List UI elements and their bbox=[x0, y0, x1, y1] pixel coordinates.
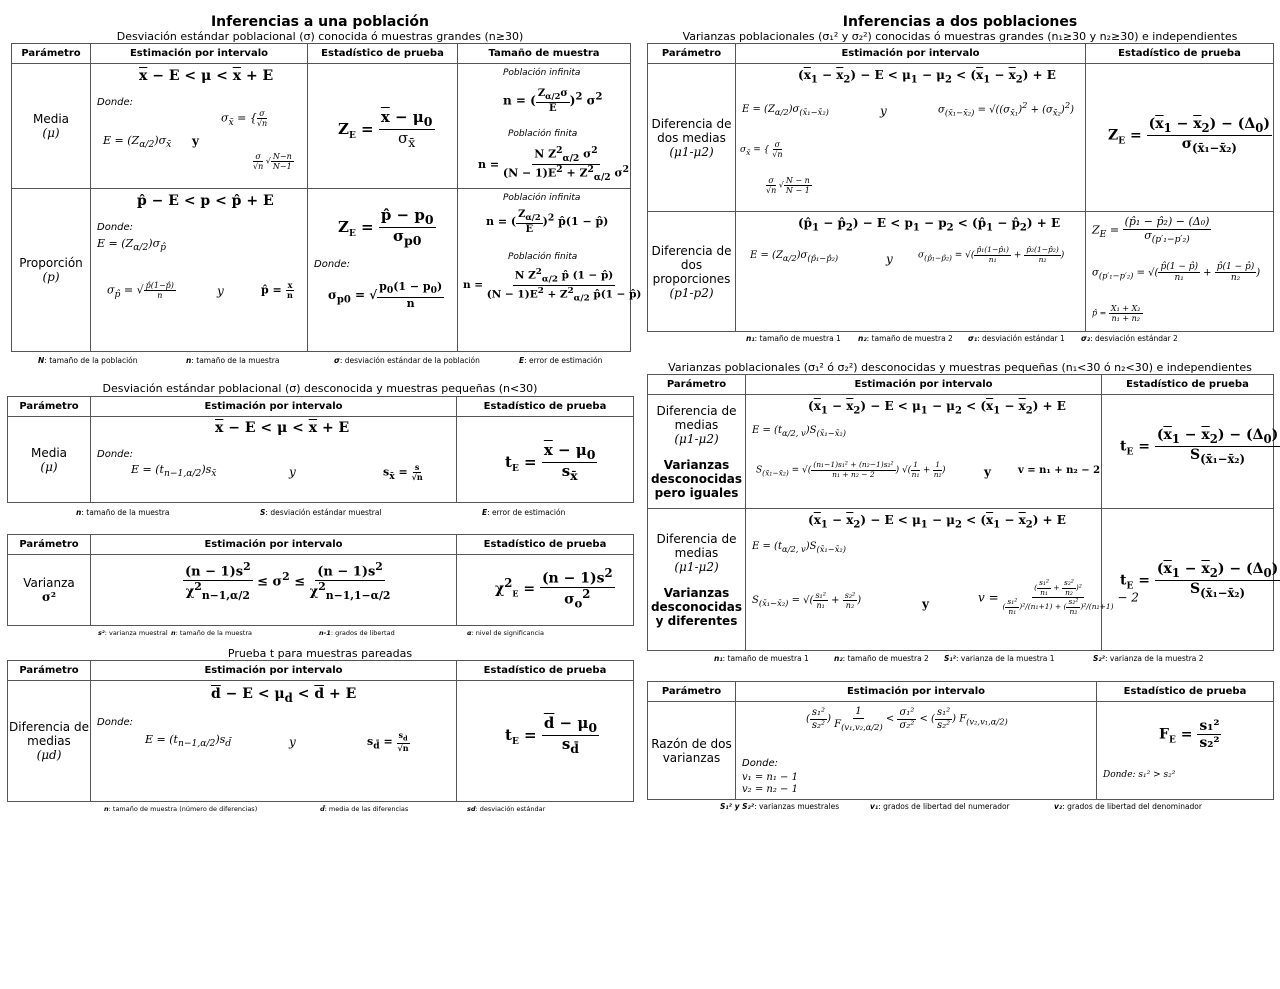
iguales-statistic-cell bbox=[1102, 395, 1279, 509]
dif-medias-error-formula: $E = (Z_{\alpha/2})\sigma_{(x̄_1-x̄_2)}$ bbox=[742, 104, 829, 117]
footnote-r2-b: n₂: tamaño de muestra 2 bbox=[834, 654, 929, 663]
header-estimacion: Estimación por intervalo bbox=[91, 44, 308, 64]
n-p-finite-formula: n = $\frac{N Z^2_{\alpha/2} p̂ (1 - p̂)}{(N - 1)E^2 + Z^2_{\alpha/2} p̂(1 - p̂)}$ bbox=[463, 267, 642, 304]
table-two-known bbox=[647, 43, 1274, 332]
dif-prop-interval-formula: ($p̂_1$ − $p̂_2) - E < p_1 - p_2$ < ($p̂_1$ − $p̂_2) + E$ bbox=[798, 216, 1061, 234]
header-estimacion: Estimación por intervalo bbox=[91, 397, 457, 417]
y-label: y bbox=[922, 597, 929, 611]
z-statistic: $Z_E$ = $\frac{\overline{x} - \mu_0}{\sigma_{x̄}}$ bbox=[338, 108, 433, 151]
z-p-statistic: $Z_E$ = $\frac{p̂ - p_0}{\sigma_{p0}}$ bbox=[338, 206, 434, 249]
proporcion-error-formula: $E = (Z_{\alpha/2})\sigma_{p̂}$ bbox=[97, 237, 166, 254]
s-pooled-formula: $S_{(x̄_1-x̄_2)}$ = √( $\frac{\text{(n₁−1)s₁² + (n₂−1)s₂²}}{\text{n₁ + n₂ − 2}}$ ) √( $\frac{1}{\text{n₁}}$ + $\frac{1}{\text{n₂}}$ ) bbox=[756, 460, 946, 479]
dif-prop-interval-cell bbox=[736, 212, 1086, 332]
varianza-statistic-cell bbox=[457, 555, 634, 626]
varianzas-diferentes-label: Varianzas desconocidas y diferentes bbox=[650, 585, 743, 628]
footnote-3-a: s²: varianza muestral bbox=[98, 629, 168, 637]
iguales-error-formula: $E = (t_{\alpha/2, v})S_{(x̄_1-x̄_2)}$ bbox=[752, 425, 847, 438]
footnote-r2-d: S₂²: varianza de la muestra 2 bbox=[1093, 654, 1204, 663]
s-diferentes-formula: $S_{(x̄_1-x̄_2)}$ = √( $\frac{\text{s₁²}}{\text{n₁}}$ + $\frac{\text{s₂²}}{\text{n₂}}$ ) bbox=[752, 591, 862, 611]
footnote-r1-d: σ₂: desviación estándar 2 bbox=[1081, 334, 1178, 343]
sigma-p-formula: $\sigma_{p̂}$ = √ $\frac{p̂(1-p̂)}{n}$ bbox=[107, 281, 174, 301]
header-estimacion: Estimación por intervalo bbox=[746, 375, 1102, 395]
chi-statistic: $\chi^2_E$ = $\frac{(n - 1)s^2}{\sigma_o^2}$ bbox=[495, 566, 613, 611]
sigma-dif-formula: $\sigma_{(x̄_1-x̄_2)} = √((\sigma_{x̄_1})^2 + (\sigma_{x̄_2})^2)$ bbox=[938, 100, 1075, 118]
footnote-3-c: n-1: grados de libertad bbox=[319, 629, 395, 637]
footnote-1-c: σ: desviación estándar de la población bbox=[334, 356, 480, 365]
media-statistic-cell bbox=[308, 64, 458, 189]
header-estadistico: Estadístico de prueba bbox=[1097, 682, 1274, 702]
table-varianza bbox=[7, 534, 634, 626]
poblacion-finita-label: Población finita bbox=[508, 129, 578, 139]
param-razon: Razón de dos varianzas bbox=[648, 702, 736, 800]
param-proporcion: Proporción (p) bbox=[12, 189, 91, 352]
media-t-interval-formula: $\overline{x} - E < \mu < \overline{x} + E$ bbox=[215, 420, 350, 436]
right-subtitle: Varianzas poblacionales (σ₁² y σ₂²) conocidas ó muestras grandes (n₁≥30 y n₂≥30) e independientes bbox=[682, 30, 1238, 43]
header-estadistico: Estadístico de prueba bbox=[457, 397, 634, 417]
sigma-xbar-finite-2: $\frac{\sigma}{√n}$ √ $\frac{N - n}{N - 1}$ bbox=[766, 176, 810, 196]
pareadas-error-formula: $E = (t_{n-1,\alpha/2})s_{d̄}$ bbox=[145, 733, 232, 750]
donde-label: Donde: bbox=[97, 222, 134, 233]
right-title: Inferencias a dos poblaciones bbox=[842, 14, 1078, 30]
dif-medias-interval-formula: $(\overline{x}_1 - \overline{x}_2) - E < \mu_1 - \mu_2 < (\overline{x}_1 - \overline{x}_2) + E$ bbox=[798, 68, 1056, 86]
media-error-formula: $E = (Z_{\alpha/2})\sigma_{x̄}$ bbox=[103, 134, 172, 151]
n-p-infinite-formula: n = ( $\frac{Z_{\alpha/2}}{E}$ )$^2$ p̂(1 − p̂) bbox=[486, 209, 609, 235]
left-subtitle: Desviación estándar poblacional (σ) conocida ó muestras grandes (n≥30) bbox=[116, 30, 524, 43]
param-dif-medias-diferentes: Diferencia de medias (μ1-μ2) Varianzas desconocidas y diferentes bbox=[648, 509, 746, 651]
param-media-t: Media (μ) bbox=[8, 417, 91, 503]
razon-interval-formula: ( $\frac{\text{s₁²}}{\text{s₂²}}$ ) $\frac{1}{F_{(v_1,v_2,\alpha/2)}}$ < $\frac{\text{σ₁²}}{\text{σ₂²}}$ < ( $\frac{\text{s₁²}}{\text{s₂²}}$ ) $F_{(v_2,v_1,\alpha/2)}$ bbox=[806, 706, 1008, 732]
table-unknown-sigma bbox=[7, 396, 634, 503]
left-subtitle-3: Prueba t para muestras pareadas bbox=[227, 647, 413, 660]
varianzas-iguales-label: Varianzas desconocidas pero iguales bbox=[650, 457, 743, 500]
proporcion-statistic-cell bbox=[308, 189, 458, 352]
header-estadistico: Estadístico de prueba bbox=[1086, 44, 1274, 64]
t-diferentes-statistic: $t_E$ = $\frac{(\overline{x}_1 - \overline{x}_2) - (\Delta_0)}{S_{(x̄_1-x̄_2)}}$ bbox=[1120, 561, 1279, 601]
media-t-error-formula: $E = (t_{n-1,\alpha/2})s_{x̄}$ bbox=[131, 463, 217, 480]
y-label: y bbox=[880, 104, 887, 118]
header-estadistico: Estadístico de prueba bbox=[457, 535, 634, 555]
right-subtitle-2: Varianzas poblacionales (σ₁² ó σ₂²) desconocidas y muestras pequeñas (n₁<30 ó n₂<30) e independientes bbox=[668, 361, 1252, 374]
footnote-4-a: n: tamaño de muestra (número de diferencias) bbox=[104, 805, 258, 813]
header-estadistico: Estadístico de prueba bbox=[457, 661, 634, 681]
pareadas-interval-cell bbox=[91, 681, 457, 802]
param-dif-medias: Diferencia de medias (μd) bbox=[8, 681, 91, 802]
footnote-r3-c: v₂: grados de libertad del denominador bbox=[1054, 802, 1202, 811]
donde-f-label: Donde: s₁² > s₂² bbox=[1103, 770, 1176, 780]
table-known-sigma bbox=[11, 43, 642, 352]
diferentes-interval-formula: $(\overline{x}_1 - \overline{x}_2) - E < \mu_1 - \mu_2 < (\overline{x}_1 - \overline{x}_2) + E$ bbox=[808, 513, 1066, 531]
donde-label: Donde: bbox=[97, 717, 134, 728]
y-label: y bbox=[289, 735, 296, 749]
media-t-interval-cell bbox=[91, 417, 457, 503]
footnote-1-d: E: error de estimación bbox=[519, 356, 603, 365]
y-label: y bbox=[984, 465, 991, 479]
t-iguales-statistic: $t_E$ = $\frac{(\overline{x}_1 - \overline{x}_2) - (\Delta_0)}{S_{(x̄_1-x̄_2)}}$ bbox=[1120, 427, 1279, 467]
s-xbar-formula: $s_{x̄}$ = $\frac{s}{√n}$ bbox=[383, 462, 423, 483]
y-label: y bbox=[289, 465, 296, 479]
proporcion-interval-formula: p̂ − E < p < p̂ + E bbox=[137, 193, 274, 209]
y-label: y bbox=[217, 284, 224, 298]
footnote-r2-a: n₁: tamaño de muestra 1 bbox=[714, 654, 809, 663]
footnote-1-b: n: tamaño de la muestra bbox=[186, 356, 280, 365]
sigma-p-prime-formula: $\sigma_{(p'_1-p'_2)}$ = √( $\frac{p̂(1 - p̂)}{\text{n₁}}$ + $\frac{p̂(1 - p̂)}{\text{n₂}}$ ) bbox=[1092, 262, 1261, 284]
dif-prop-error-formula: $E = (Z_{\alpha/2})\sigma_{(p̂_1-p̂_2)}$ bbox=[750, 250, 839, 263]
t-statistic: $t_E$ = $\frac{\overline{x} - \mu_0}{s_{x̄}}$ bbox=[505, 441, 596, 484]
header-parametro: Parámetro bbox=[648, 682, 736, 702]
p-pooled-formula: p̂ = $\frac{\text{X₁ + X₂}}{\text{n₁ + n₂}}$ bbox=[1092, 304, 1141, 324]
left-subtitle-2: Desviación estándar poblacional (σ) desconocida y muestras pequeñas (n<30) bbox=[102, 382, 538, 395]
nu1-formula: v₁ = n₁ − 1 bbox=[742, 772, 798, 783]
donde-label: Donde: bbox=[97, 97, 134, 108]
footnote-r1-c: σ₁: desviación estándar 1 bbox=[968, 334, 1065, 343]
footnote-3-d: α: nivel de significancia bbox=[467, 629, 544, 637]
footnote-1-a: N: tamaño de la población bbox=[38, 356, 138, 365]
varianza-interval-cell bbox=[91, 555, 457, 626]
donde-label: Donde: bbox=[742, 758, 779, 769]
header-parametro: Parámetro bbox=[648, 375, 746, 395]
sigma-dif-prop-formula: $\sigma_{(p̂_1-p̂_2)}$ = √( $\frac{\text{p̂₁(1−p̂₁)}}{\text{n₁}}$ + $\frac{\text{p̂₂(1−p̂₂)}}{\text{n₂}}$ ) bbox=[918, 245, 1065, 264]
varianza-interval-formula: $\frac{(n - 1)s^2}{\chi^2_{n-1,\alpha/2}}$ ≤ $\sigma^2$ ≤ $\frac{(n - 1)s^2}{\chi^2_{n-1,1-\alpha/2}}$ bbox=[185, 560, 391, 603]
footnote-2-b: S: desviación estándar muestral bbox=[260, 508, 382, 517]
sd-formula: $s_{d̄}$ = $\frac{s_d}{√n}$ bbox=[367, 730, 409, 754]
donde-label: Donde: bbox=[314, 259, 351, 270]
n-infinite-formula: n = ( $\frac{Z_{\alpha/2}\sigma}{E}$ )$^2$ $\sigma^2$ bbox=[503, 88, 603, 114]
diferentes-interval-cell bbox=[746, 509, 1139, 651]
diferentes-error-formula: $E = (t_{\alpha/2, v})S_{(x̄_1-x̄_2)}$ bbox=[752, 541, 847, 554]
footnote-3-b: n: tamaño de la muestra bbox=[171, 629, 252, 637]
z-dif-prop-statistic: $Z_E$ = $\frac{\text{(p̂₁ − p̂₂) − (Δ₀)}}{\sigma_{(p'_1-p'_2)}}$ bbox=[1092, 215, 1210, 245]
footnote-4-c: sd: desviación estándar bbox=[467, 805, 546, 813]
sigma-xbar-finite: $\frac{\sigma}{√n}$ √ $\frac{N-n}{N-1}$ bbox=[253, 152, 292, 172]
dif-medias-statistic-cell bbox=[1086, 64, 1274, 212]
pareadas-interval-formula: $\overline{d} - E < \mu_d < \overline{d} + E$ bbox=[211, 686, 357, 705]
dif-prop-statistic-cell bbox=[1086, 212, 1274, 332]
media-interval-formula: $\overline{x} - E < \mu < \overline{x} + E$ bbox=[139, 68, 274, 84]
nu-iguales-formula: v = n₁ + n₂ − 2 bbox=[1018, 465, 1101, 476]
footnote-4-b: d̄: media de las diferencias bbox=[320, 805, 409, 813]
footnote-2-a: n: tamaño de la muestra bbox=[76, 508, 170, 517]
header-estadistico: Estadístico de prueba bbox=[1102, 375, 1274, 395]
media-interval-cell bbox=[91, 64, 308, 189]
razon-statistic-cell bbox=[1097, 702, 1274, 800]
param-dif-medias-iguales: Diferencia de medias (μ1-μ2) Varianzas desconocidas pero iguales bbox=[648, 395, 746, 509]
nu2-formula: v₂ = n₂ − 1 bbox=[742, 784, 798, 795]
y-label: y bbox=[192, 134, 199, 148]
f-statistic: $F_E$ = $\frac{\text{s₁²}}{\text{s₂²}}$ bbox=[1159, 718, 1220, 752]
n-finite-formula: n = $\frac{N Z^2_{\alpha/2} \sigma^2}{(N - 1)E^2 + Z^2_{\alpha/2} \sigma^2}$ bbox=[478, 145, 630, 184]
sigma-xbar-formula: $\sigma_{x̄}$ = { $\frac{\sigma}{√n}$ bbox=[221, 109, 268, 129]
proporcion-interval-cell bbox=[91, 189, 308, 352]
media-size-cell bbox=[458, 64, 631, 189]
p-hat-formula: p̂ = $\frac{x}{n}$ bbox=[261, 280, 293, 301]
dif-medias-interval-cell bbox=[736, 64, 1086, 212]
header-estimacion: Estimación por intervalo bbox=[736, 44, 1086, 64]
footnote-r1-b: n₂: tamaño de muestra 2 bbox=[858, 334, 953, 343]
footnote-r3-b: v₁: grados de libertad del numerador bbox=[870, 802, 1010, 811]
sigma-p0-formula: $\sigma_{p0}$ = √ $\frac{p_0(1 - p_0)}{n}$ bbox=[328, 280, 443, 310]
diferentes-statistic-cell bbox=[1102, 509, 1279, 651]
media-t-statistic-cell bbox=[457, 417, 634, 503]
iguales-interval-cell bbox=[746, 395, 1102, 509]
footnote-r1-a: n₁: tamaño de muestra 1 bbox=[746, 334, 841, 343]
poblacion-infinita-label: Población infinita bbox=[503, 68, 581, 78]
left-title: Inferencias a una población bbox=[210, 14, 430, 30]
param-dif-proporciones: Diferencia de dos proporciones (p1-p2) bbox=[648, 212, 736, 332]
nu-diferentes-formula: v = ( $\frac{\text{s₁²}}{\text{n₁}}$ + $\frac{\text{s₂²}}{\text{n₂}}$ )² ( $\frac{\text{s₁²}}{\text{n₁}}$ )²/(n₁+1) + ( $\frac{\text{s₂²}}{\text{n₂}}$ )²/(n₂+1) − 2 bbox=[978, 578, 1139, 616]
z-dif-statistic: $Z_E$ = $\frac{(\overline{x}_1 - \overline{x}_2) - (\Delta_0)}{\sigma_{(x̄_1-x̄_2)}}$ bbox=[1108, 116, 1271, 156]
proporcion-size-cell bbox=[458, 189, 642, 352]
header-tamano: Tamaño de muestra bbox=[458, 44, 631, 64]
table-razon-varianzas bbox=[647, 681, 1274, 800]
header-parametro: Parámetro bbox=[8, 397, 91, 417]
poblacion-finita-label: Población finita bbox=[508, 252, 578, 262]
header-estimacion: Estimación por intervalo bbox=[736, 682, 1097, 702]
param-dif-dos-medias: Diferencia de dos medias (μ1-μ2) bbox=[648, 64, 736, 212]
footnote-r3-a: S₁² y S₂²: varianzas muestrales bbox=[720, 802, 840, 811]
table-two-unknown bbox=[647, 374, 1279, 651]
footnote-r2-c: S₁²: varianza de la muestra 1 bbox=[944, 654, 1055, 663]
t-d-statistic: $t_E$ = $\frac{\overline{d} - \mu_0}{s_{d̄}}$ bbox=[505, 714, 598, 757]
table-pareadas bbox=[7, 660, 634, 802]
param-varianza: Varianza σ² bbox=[8, 555, 91, 626]
header-parametro: Parámetro bbox=[12, 44, 91, 64]
poblacion-infinita-label: Población infinita bbox=[503, 193, 581, 203]
param-media: Media (μ) bbox=[12, 64, 91, 189]
iguales-interval-formula: $(\overline{x}_1 - \overline{x}_2) - E < \mu_1 - \mu_2 < (\overline{x}_1 - \overline{x}_2) + E$ bbox=[808, 399, 1066, 417]
header-estadistico: Estadístico de prueba bbox=[308, 44, 458, 64]
sigma-xbar-brace: $\sigma_{x̄}$ = { $\frac{\sigma}{√n}$ bbox=[740, 140, 783, 160]
header-estimacion: Estimación por intervalo bbox=[91, 535, 457, 555]
header-parametro: Parámetro bbox=[8, 661, 91, 681]
header-parametro: Parámetro bbox=[648, 44, 736, 64]
header-parametro: Parámetro bbox=[8, 535, 91, 555]
donde-label: Donde: bbox=[97, 449, 134, 460]
header-estimacion: Estimación por intervalo bbox=[91, 661, 457, 681]
razon-interval-cell bbox=[736, 702, 1097, 800]
footnote-2-c: E: error de estimación bbox=[482, 508, 566, 517]
pareadas-statistic-cell bbox=[457, 681, 634, 802]
y-label: y bbox=[886, 252, 893, 266]
